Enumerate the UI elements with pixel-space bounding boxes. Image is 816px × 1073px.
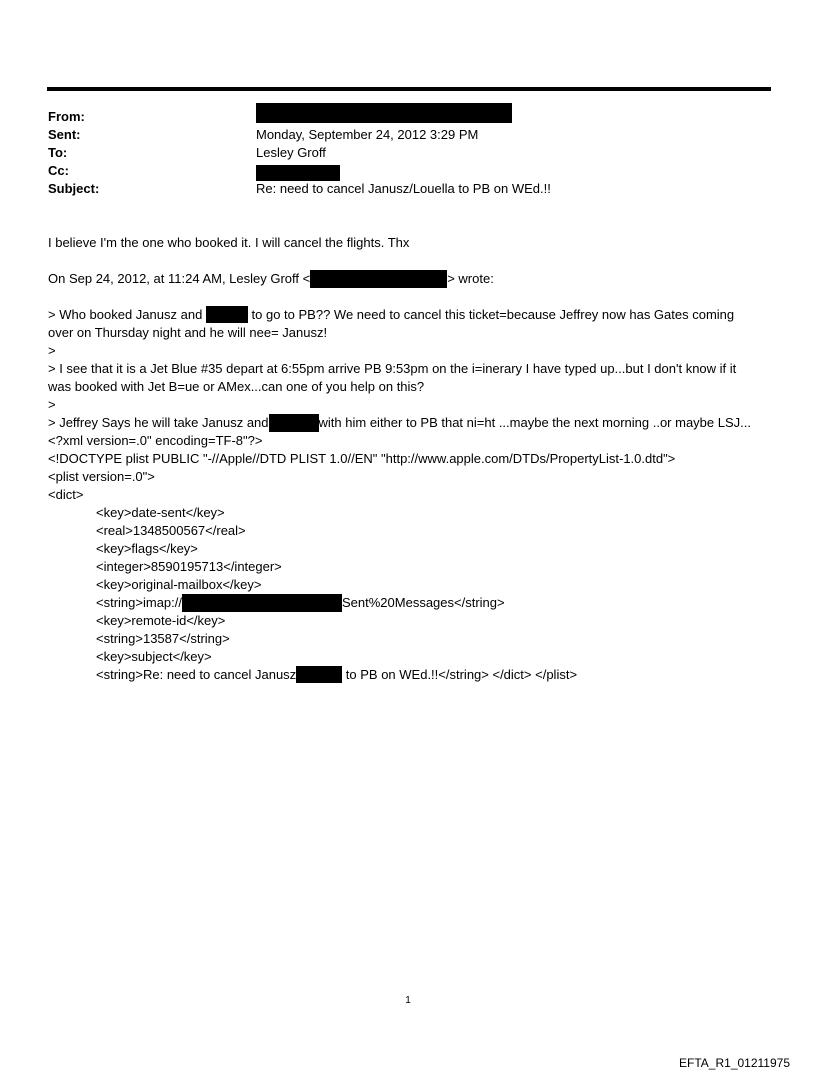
plist-value-4: <string>13587</string> — [96, 631, 230, 646]
quote-line-1b: to go to PB?? We need to cancel this ticket=because Jeffrey now has Gates coming — [247, 307, 735, 322]
quote-line-1c: over on Thursday night and he will nee= Janusz! — [48, 325, 328, 340]
quote-blank-2: > — [48, 397, 56, 412]
page-number: 1 — [405, 995, 411, 1006]
redaction-block — [296, 666, 342, 683]
redaction-block — [310, 270, 447, 288]
plist-value-1: <real>1348500567</real> — [96, 523, 246, 538]
redaction-block — [256, 103, 512, 123]
plist-value-5 — [96, 666, 577, 684]
cc-label: Cc: — [48, 163, 69, 178]
plist-value-3b: Sent%20Messages</string> — [342, 595, 505, 610]
plist-key-4: <key>remote-id</key> — [96, 613, 226, 628]
quote-line-1 — [48, 306, 734, 324]
document-id: EFTA_R1_01211975 — [679, 1056, 790, 1070]
plist-value-3a: <string>imap:// — [96, 595, 182, 610]
cc-redaction — [256, 163, 340, 181]
from-redaction — [256, 103, 512, 123]
redaction-block — [182, 594, 342, 612]
to-value: Lesley Groff — [256, 145, 326, 160]
reply-text: I believe I'm the one who booked it. I will cancel the flights. Thx — [48, 235, 410, 250]
plist-value-2: <integer>8590195713</integer> — [96, 559, 282, 574]
header-rule — [47, 87, 771, 91]
plist-value-5a: <string>Re: need to cancel Janusz — [96, 667, 297, 682]
plist-key-5: <key>subject</key> — [96, 649, 212, 664]
redaction-block — [256, 165, 340, 181]
xml-line-1: <?xml version=.0" encoding=TF-8"?> — [48, 433, 263, 448]
subject-label: Subject: — [48, 181, 100, 196]
plist-key-3: <key>original-mailbox</key> — [96, 577, 262, 592]
quote-line-1a: > Who booked Janusz and — [48, 307, 206, 322]
xml-line-2: <!DOCTYPE plist PUBLIC "-//Apple//DTD PLIST 1.0//EN" "http://www.apple.com/DTDs/PropertyList-1.0.dtd"> — [48, 451, 676, 466]
xml-line-3: <plist version=.0"> — [48, 469, 155, 484]
plist-value-5b: to PB on WEd.!!</string> </dict> </plist> — [342, 667, 578, 682]
plist-key-2: <key>flags</key> — [96, 541, 198, 556]
sent-label: Sent: — [48, 127, 81, 142]
quote-line-3b: with him either to PB that ni=ht ...maybe the next morning ..or maybe LSJ... — [318, 415, 751, 430]
redaction-block — [269, 414, 319, 432]
plist-key-1: <key>date-sent</key> — [96, 505, 225, 520]
quote-blank-1: > — [48, 343, 56, 358]
redaction-block — [206, 306, 248, 323]
quote-line-2a: > I see that it is a Jet Blue #35 depart at 6:55pm arrive PB 9:53pm on the i=inerary I have typed up...but I don't know if it — [48, 361, 737, 376]
sent-value: Monday, September 24, 2012 3:29 PM — [256, 127, 479, 142]
quote-line-3a: > Jeffrey Says he will take Janusz and — [48, 415, 269, 430]
quote-intro-b: > wrote: — [447, 271, 494, 286]
xml-line-4: <dict> — [48, 487, 84, 502]
subject-value: Re: need to cancel Janusz/Louella to PB on WEd.!! — [256, 181, 551, 196]
quote-intro — [48, 270, 494, 288]
quote-line-2b: was booked with Jet B=ue or AMex...can one of you help on this? — [48, 379, 425, 394]
to-label: To: — [48, 145, 68, 160]
quote-line-3 — [48, 414, 751, 432]
from-label: From: — [48, 109, 85, 124]
plist-value-3 — [96, 594, 505, 612]
quote-intro-a: On Sep 24, 2012, at 11:24 AM, Lesley Groff < — [48, 271, 311, 286]
